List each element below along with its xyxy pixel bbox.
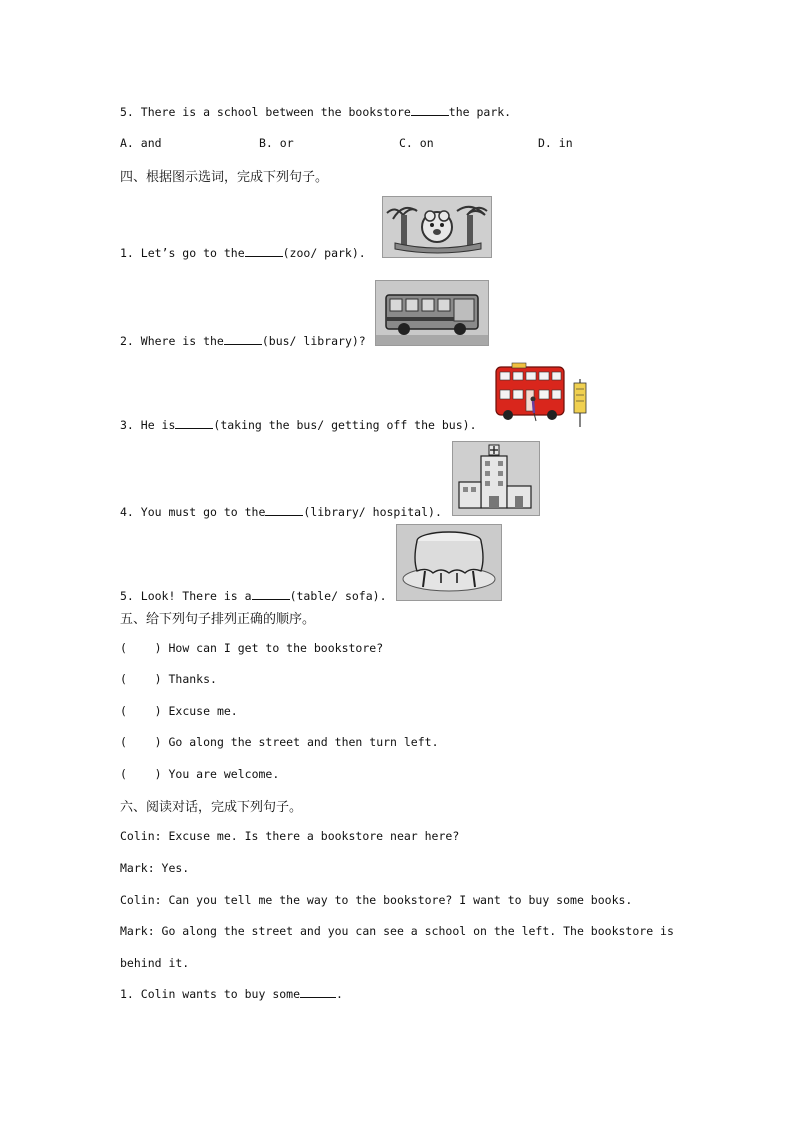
order-answer-parens[interactable]: ( ) xyxy=(120,672,162,686)
table-icon xyxy=(397,525,501,600)
section-6-title: 六、阅读对话，完成下列句子。 xyxy=(120,800,303,815)
option-d[interactable]: D. in xyxy=(538,136,573,150)
dialogue-line: Mark: Yes. xyxy=(120,861,190,875)
order-answer-parens[interactable]: ( ) xyxy=(120,641,162,655)
order-answer-parens[interactable]: ( ) xyxy=(120,767,162,781)
ordering-sentence: Excuse me. xyxy=(168,704,238,718)
ordering-sentence: Go along the street and then turn left. xyxy=(168,735,439,749)
section-4-item-5 xyxy=(120,589,387,603)
item-choices: (table/ sofa). xyxy=(289,589,387,603)
answer-blank[interactable] xyxy=(224,344,262,345)
item-text: 3. He is xyxy=(120,418,176,432)
answer-blank[interactable] xyxy=(265,515,303,516)
item-text: 2. Where is the xyxy=(120,334,224,348)
section-6-question-1 xyxy=(120,987,343,1001)
question-5 xyxy=(120,105,511,119)
double-decker-bus-picture xyxy=(492,361,592,429)
bus-icon xyxy=(376,281,488,345)
option-c[interactable]: C. on xyxy=(399,136,434,150)
answer-blank[interactable] xyxy=(245,256,283,257)
question-text: 1. Colin wants to buy some xyxy=(120,987,301,1001)
question-5-stem-end: the park. xyxy=(448,105,512,119)
question-end: . xyxy=(336,987,343,1001)
question-5-stem: 5. There is a school between the bookstore xyxy=(120,105,411,119)
item-choices: (library/ hospital). xyxy=(303,505,442,519)
ordering-item-5 xyxy=(120,767,279,781)
section-4-title: 四、根据图示选词，完成下列句子。 xyxy=(120,170,329,185)
ordering-item-2 xyxy=(120,672,217,686)
item-text: 1. Let’s go to the xyxy=(120,246,245,260)
ordering-sentence: Thanks. xyxy=(168,672,217,686)
zoo-gate-icon xyxy=(383,197,491,257)
hospital-icon xyxy=(453,442,539,515)
item-text: 5. Look! There is a xyxy=(120,589,252,603)
bus-picture xyxy=(375,280,489,346)
ordering-item-1 xyxy=(120,641,383,655)
answer-blank[interactable] xyxy=(411,115,449,116)
dialogue-line: Mark: Go along the street and you can see a school on the left. The bookstore is xyxy=(120,924,674,938)
ordering-item-4 xyxy=(120,735,439,749)
option-b[interactable]: B. or xyxy=(259,136,294,150)
hospital-picture xyxy=(452,441,540,516)
item-choices: (bus/ library)? xyxy=(261,334,366,348)
order-answer-parens[interactable]: ( ) xyxy=(120,704,162,718)
section-4-item-1 xyxy=(120,246,366,260)
order-answer-parens[interactable]: ( ) xyxy=(120,735,162,749)
zoo-gate-picture xyxy=(382,196,492,258)
answer-blank[interactable] xyxy=(175,428,213,429)
double-decker-bus-icon xyxy=(492,361,592,429)
dialogue-line: Colin: Can you tell me the way to the bookstore? I want to buy some books. xyxy=(120,893,633,907)
table-picture xyxy=(396,524,502,601)
section-5-title: 五、给下列句子排列正确的顺序。 xyxy=(120,612,316,627)
section-4-item-4 xyxy=(120,505,442,519)
ordering-sentence: You are welcome. xyxy=(168,767,280,781)
section-4-item-3 xyxy=(120,418,477,432)
answer-blank[interactable] xyxy=(252,599,290,600)
dialogue-line: behind it. xyxy=(120,956,190,970)
section-4-item-2 xyxy=(120,334,366,348)
item-text: 4. You must go to the xyxy=(120,505,266,519)
option-a[interactable]: A. and xyxy=(120,136,162,150)
ordering-sentence: How can I get to the bookstore? xyxy=(168,641,384,655)
answer-blank[interactable] xyxy=(300,997,336,998)
ordering-item-3 xyxy=(120,704,238,718)
dialogue-line: Colin: Excuse me. Is there a bookstore near here? xyxy=(120,829,460,843)
item-choices: (zoo/ park). xyxy=(282,246,366,260)
item-choices: (taking the bus/ getting off the bus). xyxy=(213,418,477,432)
